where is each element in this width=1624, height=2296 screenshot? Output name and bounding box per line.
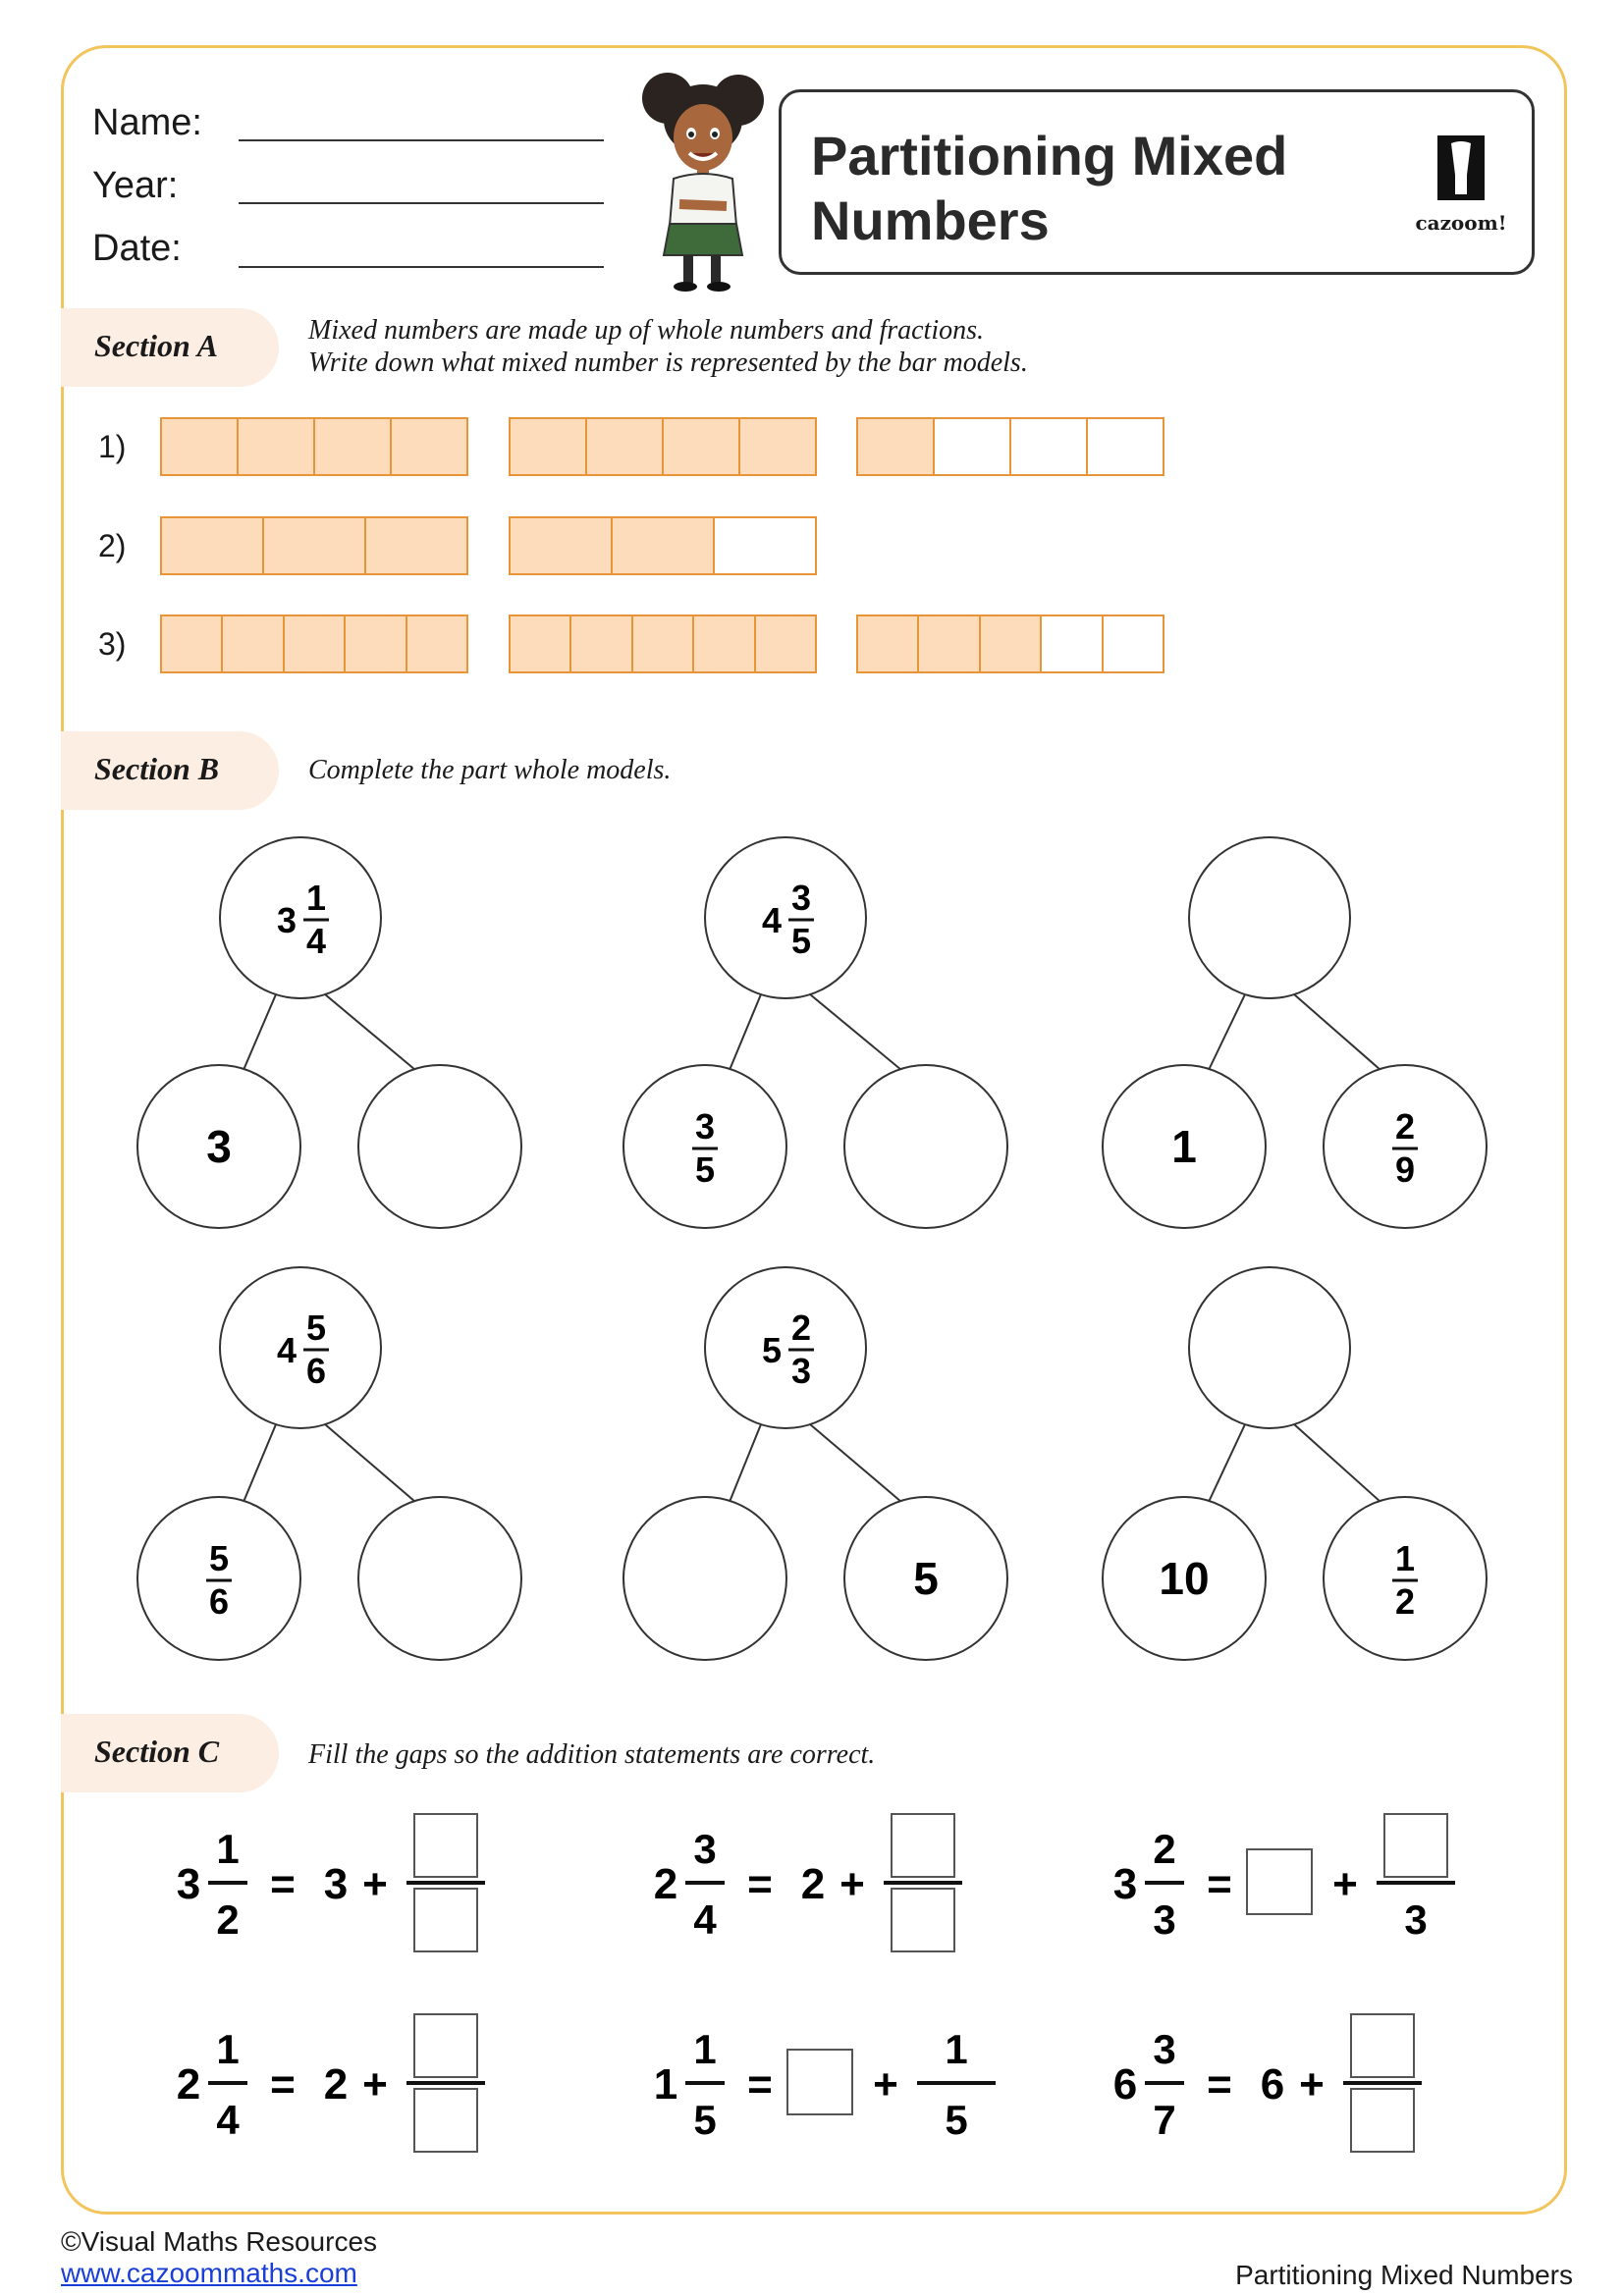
footer-website-link[interactable]: www.cazoommaths.com <box>61 2258 357 2288</box>
equals-sign: = <box>270 2060 296 2109</box>
footer-copyright: ©Visual Maths Resources <box>61 2226 378 2257</box>
equals-sign: = <box>1207 2060 1232 2109</box>
plus-sign: + <box>362 2060 388 2109</box>
denominator-answer-box[interactable] <box>892 1889 954 1951</box>
whole-numerator: 1 <box>305 878 327 918</box>
numerator-answer-box[interactable] <box>1384 1814 1447 1877</box>
mixed-whole: 6 <box>1112 2060 1138 2109</box>
mixed-numerator: 3 <box>1153 2026 1176 2072</box>
mixed-numerator: 1 <box>216 2026 240 2072</box>
question-number: 3) <box>98 626 127 662</box>
whole-value: 3 <box>323 1860 349 1908</box>
section-c-tab <box>61 1714 279 1792</box>
footer-title: Partitioning Mixed Numbers <box>1235 2260 1573 2290</box>
whole-circle[interactable] <box>705 1267 866 1428</box>
part-circle-right[interactable] <box>358 1497 521 1660</box>
part-circle-left[interactable] <box>137 1497 300 1660</box>
whole-value: 6 <box>1260 2060 1285 2109</box>
equals-sign: = <box>747 2060 773 2109</box>
mixed-whole: 2 <box>176 2060 201 2109</box>
whole-denominator: 5 <box>790 921 812 961</box>
plus-sign: + <box>1299 2060 1325 2109</box>
left-part-numerator: 3 <box>694 1106 716 1147</box>
right-part-value: 5 <box>913 1553 939 1604</box>
right-part-numerator: 2 <box>1394 1106 1416 1147</box>
plus-sign: + <box>1332 1860 1358 1908</box>
part-circle-left[interactable] <box>623 1497 786 1660</box>
addition-statements <box>0 1787 1624 2179</box>
left-part-value: 1 <box>1171 1121 1197 1172</box>
part-circle-right[interactable] <box>1324 1065 1487 1228</box>
mixed-denominator: 4 <box>216 2097 240 2143</box>
plus-sign: + <box>839 1860 865 1908</box>
numerator-answer-box[interactable] <box>414 2014 477 2077</box>
connector-line <box>1294 994 1380 1070</box>
part-circle-left[interactable] <box>623 1065 786 1228</box>
whole-circle[interactable] <box>1189 837 1350 998</box>
whole-value: 2 <box>323 2060 349 2109</box>
left-part-value: 3 <box>206 1121 232 1172</box>
whole-whole-part: 5 <box>761 1330 783 1370</box>
whole-numerator: 5 <box>305 1308 327 1348</box>
whole-circle[interactable] <box>220 1267 381 1428</box>
mixed-whole: 3 <box>1112 1860 1138 1908</box>
whole-circle[interactable] <box>220 837 381 998</box>
right-part-denominator: 2 <box>1394 1581 1416 1622</box>
whole-value: 2 <box>800 1860 826 1908</box>
mixed-numerator: 1 <box>693 2026 717 2072</box>
equals-sign: = <box>747 1860 773 1908</box>
whole-whole-part: 3 <box>276 900 298 940</box>
answer-denominator: 5 <box>945 2097 968 2143</box>
connector-line <box>730 994 761 1070</box>
mixed-whole: 2 <box>653 1860 678 1908</box>
mixed-denominator: 3 <box>1153 1896 1176 1943</box>
cazoom-logo-text: cazoom! <box>1415 211 1507 235</box>
question-number: 1) <box>98 429 127 464</box>
numerator-answer-box[interactable] <box>1351 2014 1414 2077</box>
section-c-instruction: Fill the gaps so the addition statements are correct. <box>308 1739 876 1770</box>
section-b-instruction: Complete the part whole models. <box>308 755 672 785</box>
worksheet-title: Partitioning Mixed Numbers <box>811 125 1288 251</box>
denominator-answer-box[interactable] <box>414 2089 477 2152</box>
equals-sign: = <box>1207 1860 1232 1908</box>
left-part-value: 10 <box>1159 1553 1210 1604</box>
name-label: Name: <box>92 102 202 143</box>
year-label: Year: <box>92 165 179 206</box>
question-number: 2) <box>98 528 127 563</box>
connector-line <box>325 1424 415 1502</box>
mixed-denominator: 5 <box>693 2097 717 2143</box>
whole-circle[interactable] <box>705 837 866 998</box>
left-part-denominator: 6 <box>208 1581 230 1622</box>
whole-whole-part: 4 <box>761 900 783 940</box>
connector-line <box>244 994 276 1070</box>
part-circle-right[interactable] <box>844 1065 1007 1228</box>
connector-line <box>730 1424 761 1502</box>
mixed-whole: 3 <box>176 1860 201 1908</box>
left-part-denominator: 5 <box>694 1149 716 1190</box>
connector-line <box>810 1424 901 1502</box>
connector-line <box>1209 1424 1245 1502</box>
left-part-numerator: 5 <box>208 1538 230 1578</box>
whole-whole-part: 4 <box>276 1330 298 1370</box>
section-c-label: Section C <box>94 1734 220 1769</box>
whole-answer-box[interactable] <box>1247 1849 1312 1914</box>
section-a-label: Section A <box>94 328 218 363</box>
section-a-instruction-1: Mixed numbers are made up of whole numbers and fractions. <box>308 315 984 346</box>
connector-line <box>244 1424 276 1502</box>
answer-numerator: 1 <box>945 2026 968 2072</box>
whole-numerator: 2 <box>790 1308 812 1348</box>
date-label: Date: <box>92 228 182 269</box>
connector-line <box>1294 1424 1380 1502</box>
mixed-denominator: 4 <box>693 1896 717 1943</box>
plus-sign: + <box>873 2060 898 2109</box>
denominator-answer-box[interactable] <box>1351 2089 1414 2152</box>
connector-line <box>810 994 901 1070</box>
whole-denominator: 3 <box>790 1351 812 1391</box>
whole-numerator: 3 <box>790 878 812 918</box>
whole-denominator: 4 <box>305 921 327 961</box>
connector-line <box>1209 994 1245 1070</box>
connector-line <box>325 994 415 1070</box>
whole-circle[interactable] <box>1189 1267 1350 1428</box>
mixed-denominator: 2 <box>216 1896 240 1943</box>
right-part-denominator: 9 <box>1394 1149 1416 1190</box>
mixed-numerator: 3 <box>693 1826 717 1872</box>
numerator-answer-box[interactable] <box>892 1814 954 1877</box>
mixed-numerator: 2 <box>1153 1826 1176 1872</box>
equals-sign: = <box>270 1860 296 1908</box>
mixed-numerator: 1 <box>216 1826 240 1872</box>
denominator-answer-box[interactable] <box>414 1889 477 1951</box>
whole-denominator: 6 <box>305 1351 327 1391</box>
plus-sign: + <box>362 1860 388 1908</box>
mixed-whole: 1 <box>653 2060 678 2109</box>
answer-denominator: 3 <box>1404 1896 1428 1943</box>
whole-answer-box[interactable] <box>787 2050 852 2114</box>
right-part-numerator: 1 <box>1394 1538 1416 1578</box>
part-circle-right[interactable] <box>1324 1497 1487 1660</box>
section-a-instruction-2: Write down what mixed number is represented by the bar models. <box>308 347 1028 378</box>
numerator-answer-box[interactable] <box>414 1814 477 1877</box>
section-b-label: Section B <box>94 751 220 786</box>
part-circle-right[interactable] <box>358 1065 521 1228</box>
mixed-denominator: 7 <box>1153 2097 1176 2143</box>
